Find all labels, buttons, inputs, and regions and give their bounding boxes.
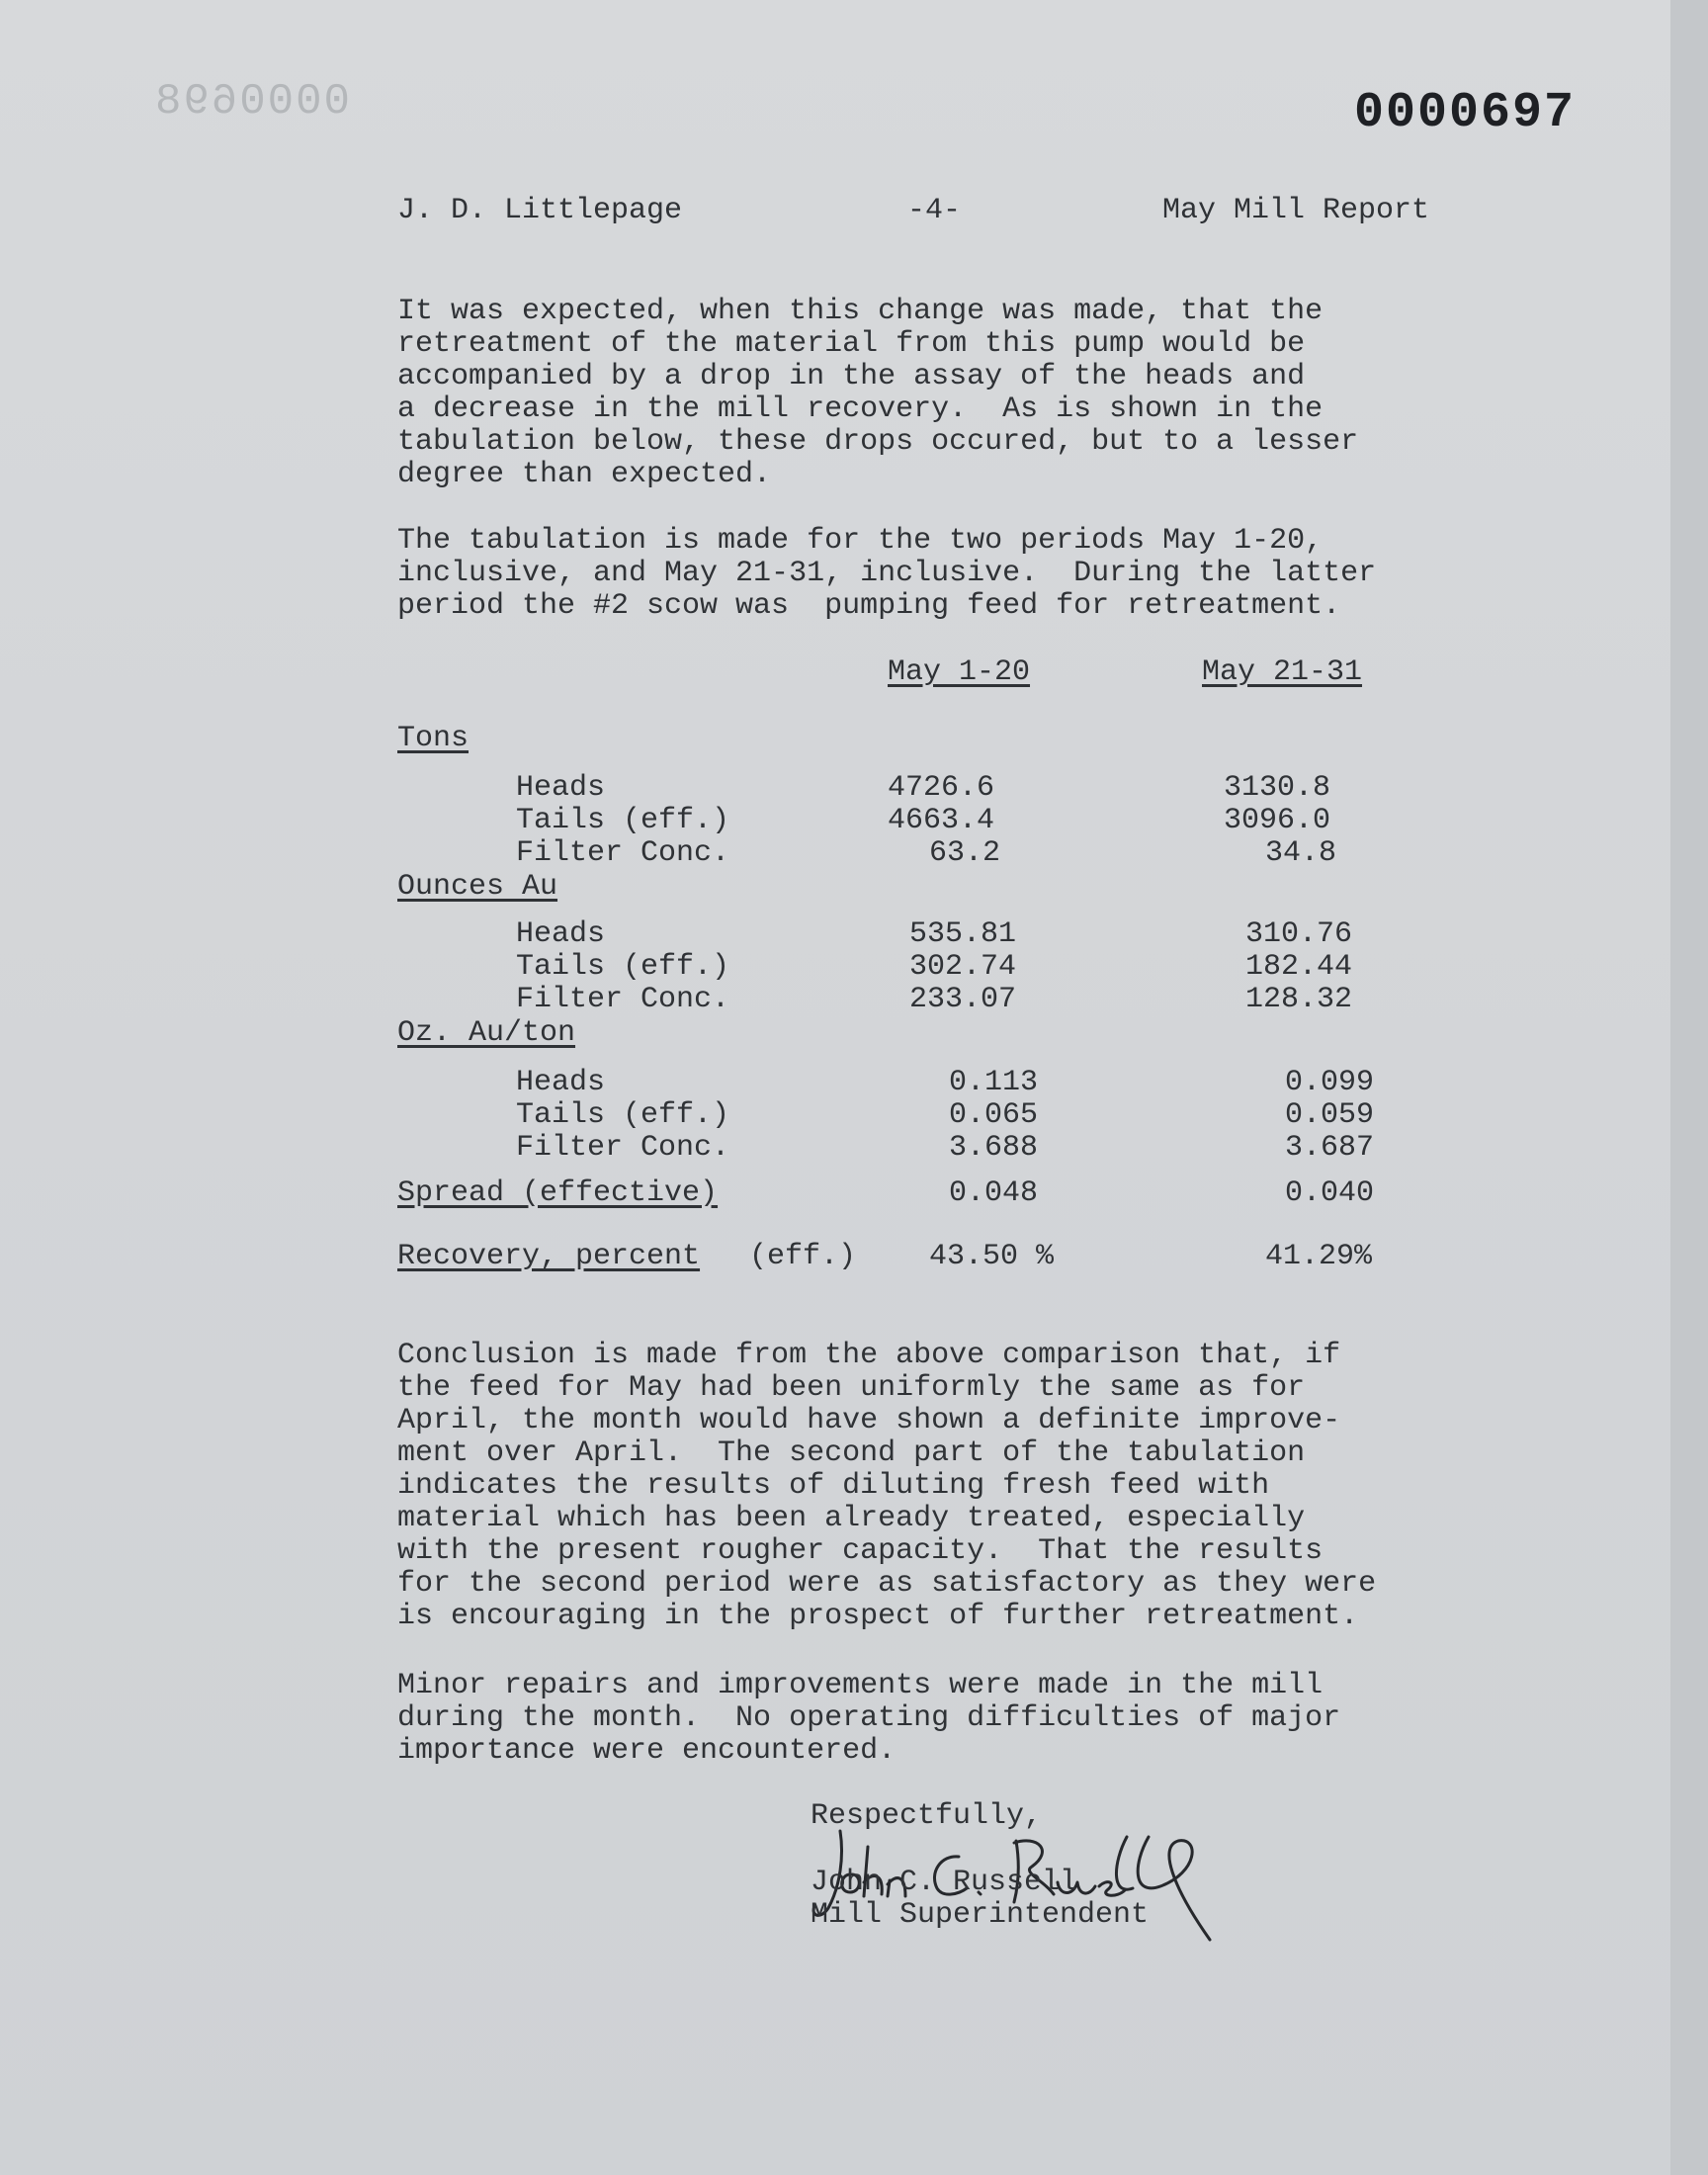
cell-value: 233.07 [909, 983, 1017, 1016]
cell-value: 182.44 [1245, 950, 1353, 984]
cell-value: 4726.6 [888, 771, 995, 805]
cell-value: 3.687 [1285, 1131, 1375, 1165]
text-line: It was expected, when this change was made, that the [397, 295, 1324, 328]
cell-value: 3130.8 [1224, 771, 1331, 805]
signer-title: Mill Superintendent [811, 1898, 1150, 1932]
recovery-label: Recovery, percent [397, 1240, 701, 1273]
cell-value: 310.76 [1245, 917, 1353, 951]
header-addressee: J. D. Littlepage [397, 194, 683, 227]
column-header-may-21-31: May 21-31 [1202, 655, 1363, 689]
text-line: material which has been already treated, especially [397, 1502, 1306, 1535]
text-line: for the second period were as satisfactory as they were [397, 1567, 1377, 1601]
row-label: Tails (eff.) [516, 1098, 730, 1132]
spread-value-1: 0.048 [949, 1176, 1039, 1210]
text-line: The tabulation is made for the two periods May 1-20, [397, 524, 1324, 558]
recovery-value-2: 41.29% [1265, 1240, 1373, 1273]
cell-value: 0.059 [1285, 1098, 1375, 1132]
cell-value: 3.688 [949, 1131, 1039, 1165]
cell-value: 4663.4 [888, 804, 995, 837]
section-title-ounces-au: Ounces Au [397, 870, 558, 904]
document-number: 0000697 [1354, 85, 1577, 141]
header-title: May Mill Report [1162, 194, 1430, 227]
text-line: period the #2 scow was pumping feed for retreatment. [397, 589, 1341, 623]
recovery-value-1: 43.50 % [929, 1240, 1055, 1273]
row-label: Heads [516, 771, 606, 805]
bleed-through-number: 0000698 [153, 77, 350, 127]
cell-value: 34.8 [1265, 836, 1337, 870]
row-label: Heads [516, 917, 606, 951]
section-title-tons: Tons [397, 722, 470, 755]
text-line: inclusive, and May 21-31, inclusive. During the latter [397, 557, 1377, 590]
row-label: Filter Conc. [516, 983, 730, 1016]
text-line: April, the month would have shown a definite improve- [397, 1404, 1341, 1437]
text-line: retreatment of the material from this pump would be [397, 327, 1306, 361]
text-line: during the month. No operating difficulties of major [397, 1701, 1341, 1735]
text-line: is encouraging in the prospect of further retreatment. [397, 1600, 1359, 1633]
text-line: Conclusion is made from the above comparison that, if [397, 1339, 1341, 1372]
cell-value: 63.2 [929, 836, 1001, 870]
signer-name: John C. Russell [811, 1866, 1078, 1899]
row-label: Tails (eff.) [516, 950, 730, 984]
text-line: indicates the results of diluting fresh feed with [397, 1469, 1270, 1503]
row-label: Tails (eff.) [516, 804, 730, 837]
cell-value: 3096.0 [1224, 804, 1331, 837]
column-header-may-1-20: May 1-20 [888, 655, 1031, 689]
page-edge [1670, 0, 1708, 2175]
text-line: accompanied by a drop in the assay of the heads and [397, 360, 1306, 393]
cell-value: 0.099 [1285, 1066, 1375, 1099]
text-line: the feed for May had been uniformly the same as for [397, 1371, 1306, 1405]
text-line: degree than expected. [397, 458, 772, 491]
row-label: Heads [516, 1066, 606, 1099]
text-line: importance were encountered. [397, 1734, 897, 1768]
text-line: ment over April. The second part of the tabulation [397, 1436, 1306, 1470]
text-line: Minor repairs and improvements were made in the mill [397, 1669, 1324, 1702]
spread-value-2: 0.040 [1285, 1176, 1375, 1210]
cell-value: 0.113 [949, 1066, 1039, 1099]
cell-value: 128.32 [1245, 983, 1353, 1016]
spread-label: Spread (effective) [397, 1176, 719, 1210]
closing-salutation: Respectfully, [811, 1799, 1043, 1833]
row-label: Filter Conc. [516, 1131, 730, 1165]
section-title-oz-au-per-ton: Oz. Au/ton [397, 1016, 576, 1050]
recovery-suffix: (eff.) [749, 1240, 857, 1273]
cell-value: 0.065 [949, 1098, 1039, 1132]
header-page-number: -4- [907, 194, 962, 227]
text-line: with the present rougher capacity. That the results [397, 1534, 1324, 1568]
row-label: Filter Conc. [516, 836, 730, 870]
text-line: tabulation below, these drops occured, but to a lesser [397, 425, 1359, 459]
cell-value: 302.74 [909, 950, 1017, 984]
text-line: a decrease in the mill recovery. As is shown in the [397, 392, 1324, 426]
cell-value: 535.81 [909, 917, 1017, 951]
